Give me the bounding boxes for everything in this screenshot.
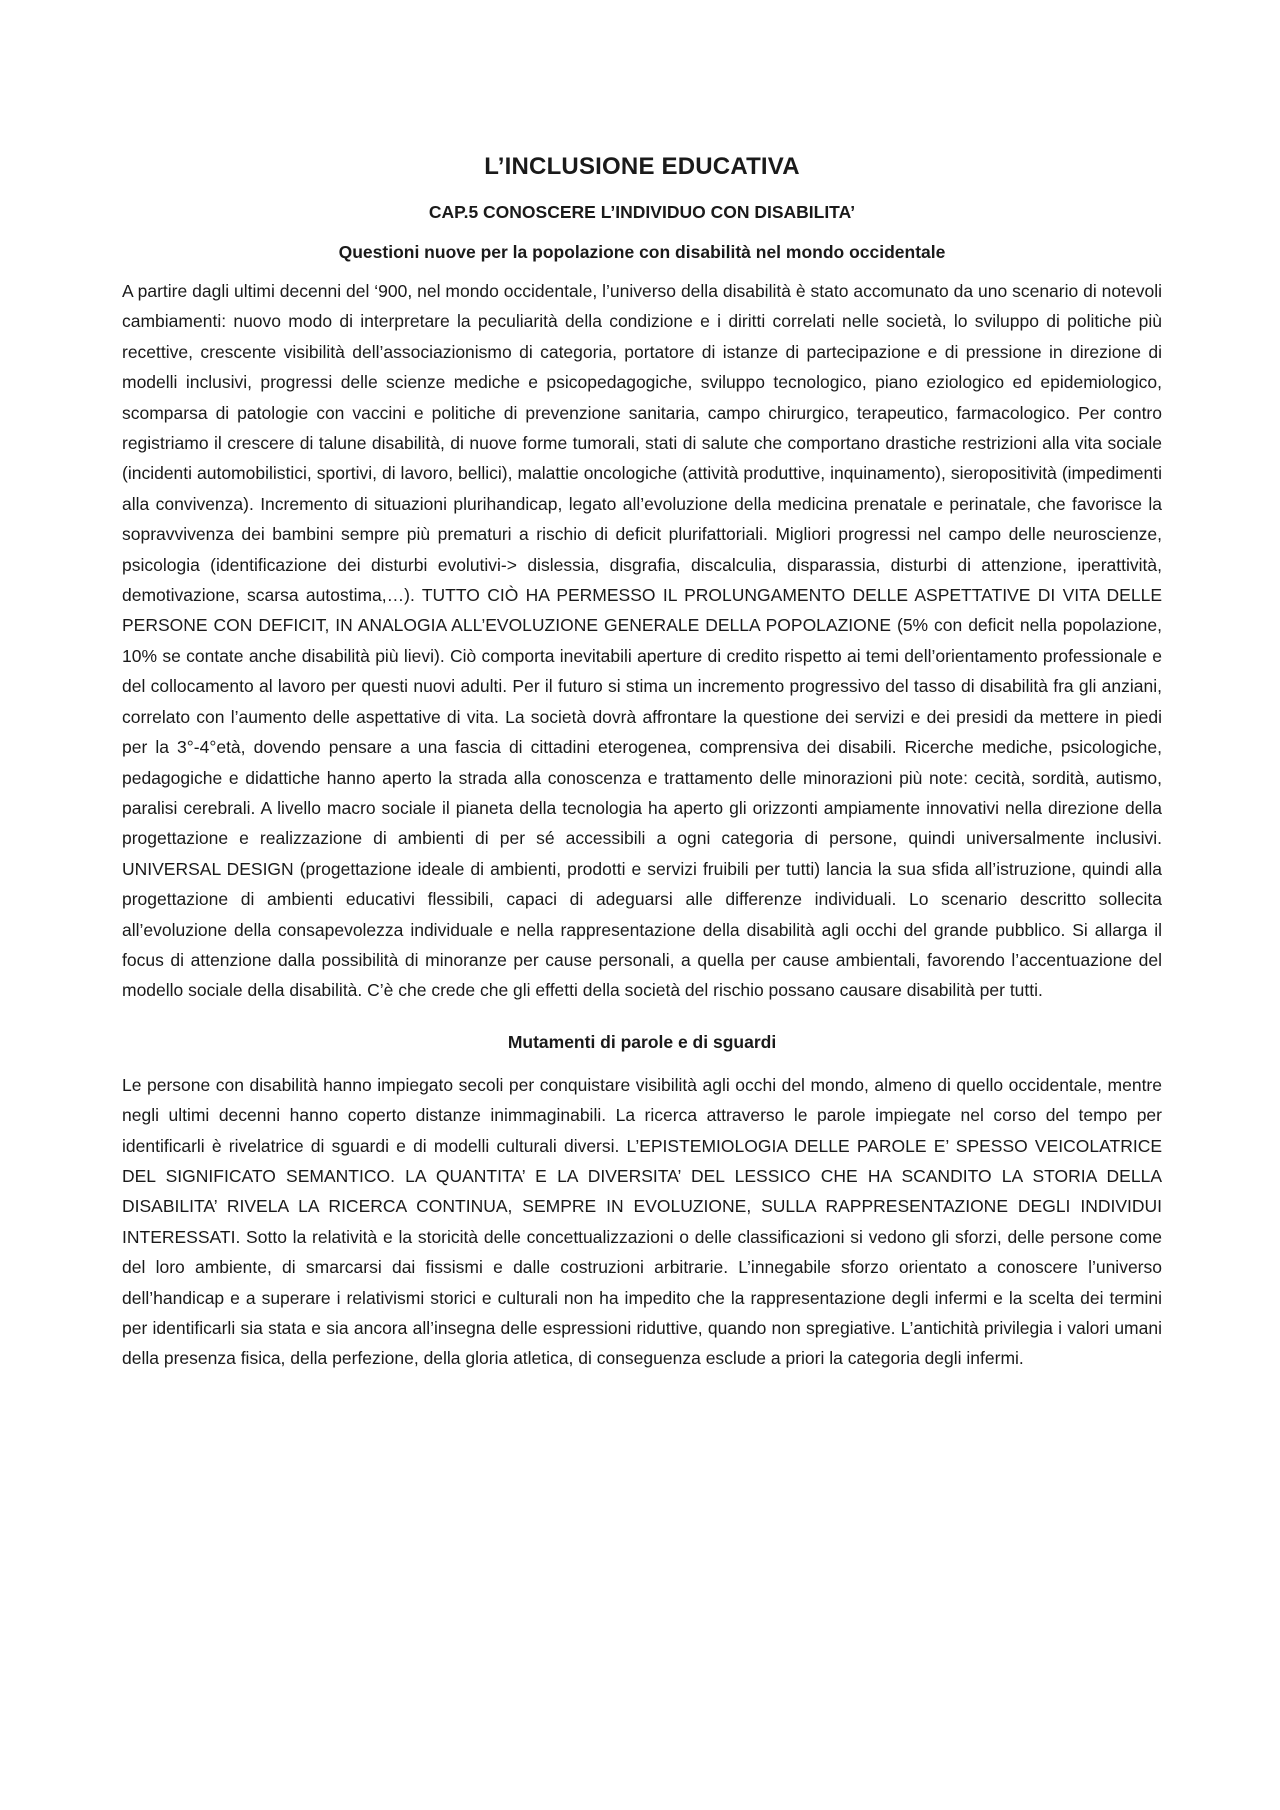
document-body [122,152,1162,1374]
document-title: L’INCLUSIONE EDUCATIVA [484,153,800,180]
section-heading-questioni-nuove: Questioni nuove per la popolazione con disabilità nel mondo occidentale [338,242,946,262]
section-paragraph-questioni-nuove: A partire dagli ultimi decenni del ‘900, nel mondo occidentale, l’universo della disabilità è stato accomunato da uno scenario di notevoli cambiamenti: nuovo modo di interpretare la peculiarità della condizione e i diritti correlati nelle società, lo sviluppo di politiche più recettive, crescente visibilità dell’associazionismo di categoria, portatore di istanze di partecipazione e di pressione in direzione di modelli inclusivi, progressi delle scienze mediche e psicopedagogiche, sviluppo tecnologico, piano eziologico ed epidemiologico, scomparsa di patologie con vaccini e politiche di prevenzione sanitaria, campo chirurgico, terapeutico, farmacologico. Per contro registriamo il crescere di talune disabilità, di nuove forme tumorali, stati di salute che comportano drastiche restrizioni alla vita sociale (incidenti automobilistici, sportivi, di lavoro, bellici), malattie oncologiche (attività produttive, inquinamento), sieropositività (impedimenti alla convivenza). Incremento di situazioni plurihandicap, legato all’evoluzione della medicina prenatale e perinatale, che favorisce la sopravvivenza dei bambini sempre più prematuri a rischio di deficit plurifattoriali. Migliori progressi nel campo delle neuroscienze, psicologia (identificazione dei disturbi evolutivi-> dislessia, disgrafia, discalculia, disparassia, disturbi di attenzione, iperattività, demotivazione, scarsa autostima,…). TUTTO CIÒ HA PERMESSO IL PROLUNGAMENTO DELLE ASPETTATIVE DI VITA DELLE PERSONE CON DEFICIT, IN ANALOGIA ALL’EVOLUZIONE GENERALE DELLA POPOLAZIONE (5% con deficit nella popolazione, 10% se contate anche disabilità più lievi). Ciò comporta inevitabili aperture di credito rispetto ai temi dell’orientamento professionale e del collocamento al lavoro per questi nuovi adulti. Per il futuro si stima un incremento progressivo del tasso di disabilità fra gli anziani, correlato con l’aumento delle aspettative di vita. La società dovrà affrontare la questione dei servizi e dei presidi da mettere in piedi per la 3°-4°età, dovendo pensare a una fascia di cittadini eterogenea, comprensiva dei disabili. Ricerche mediche, psicologiche, pedagogiche e didattiche hanno aperto la strada alla conoscenza e trattamento delle minorazioni più note: cecità, sordità, autismo, paralisi cerebrali. A livello macro sociale il pianeta della tecnologia ha aperto gli orizzonti ampiamente innovativi nella direzione della progettazione e realizzazione di ambienti di per sé accessibili a ogni categoria di persone, quindi universalmente inclusivi. UNIVERSAL DESIGN (progettazione ideale di ambienti, prodotti e servizi fruibili per tutti) lancia la sua sfida all’istruzione, quindi alla progettazione di ambienti educativi flessibili, capaci di adeguarsi alle differenze individuali. Lo scenario descritto sollecita all’evoluzione della consapevolezza individuale e nella rappresentazione della disabilità agli occhi del grande pubblico. Si allarga il focus di attenzione dalla possibilità di minoranze per cause personali, a quella per cause ambientali, favorendo l’accentuazione del modello sociale della disabilità. C’è che crede che gli effetti della società del rischio possano causare disabilità per tutti. [122,281,1162,1001]
section-heading-mutamenti: Mutamenti di parole e di sguardi [507,1031,777,1052]
chapter-title: CAP.5 CONOSCERE L’INDIVIDUO CON DISABILITA’ [428,202,856,222]
section-paragraph-mutamenti: Le persone con disabilità hanno impiegato secoli per conquistare visibilità agli occhi del mondo, almeno di quello occidentale, mentre negli ultimi decenni hanno coperto distanze inimmaginabili. La ricerca attraverso le parole impiegate nel corso del tempo per identificarli è rivelatrice di sguardi e di modelli culturali diversi. L’EPISTEMIOLOGIA DELLE PAROLE E’ SPESSO VEICOLATRICE DEL SIGNIFICATO SEMANTICO. LA QUANTITA’ E LA DIVERSITA’ DEL LESSICO CHE HA SCANDITO LA STORIA DELLA DISABILITA’ RIVELA LA RICERCA CONTINUA, SEMPRE IN EVOLUZIONE, SULLA RAPPRESENTAZIONE DEGLI INDIVIDUI INTERESSATI. Sotto la relatività e la storicità delle concettualizzazioni o delle classificazioni si vedono gli sforzi, delle persone come del loro ambiente, di smarcarsi dai fissismi e dalle costruzioni arbitrarie. L’innegabile sforzo orientato a conoscere l’universo dell’handicap e a superare i relativismi storici e culturali non ha impedito che la rappresentazione degli infermi e la scelta dei termini per identificarli sia stata e sia ancora all’insegna delle espressioni riduttive, quando non spregiative. L’antichità privilegia i valori umani della presenza fisica, della perfezione, della gloria atletica, di conseguenza esclude a priori la categoria degli infermi. [122,1074,1162,1369]
